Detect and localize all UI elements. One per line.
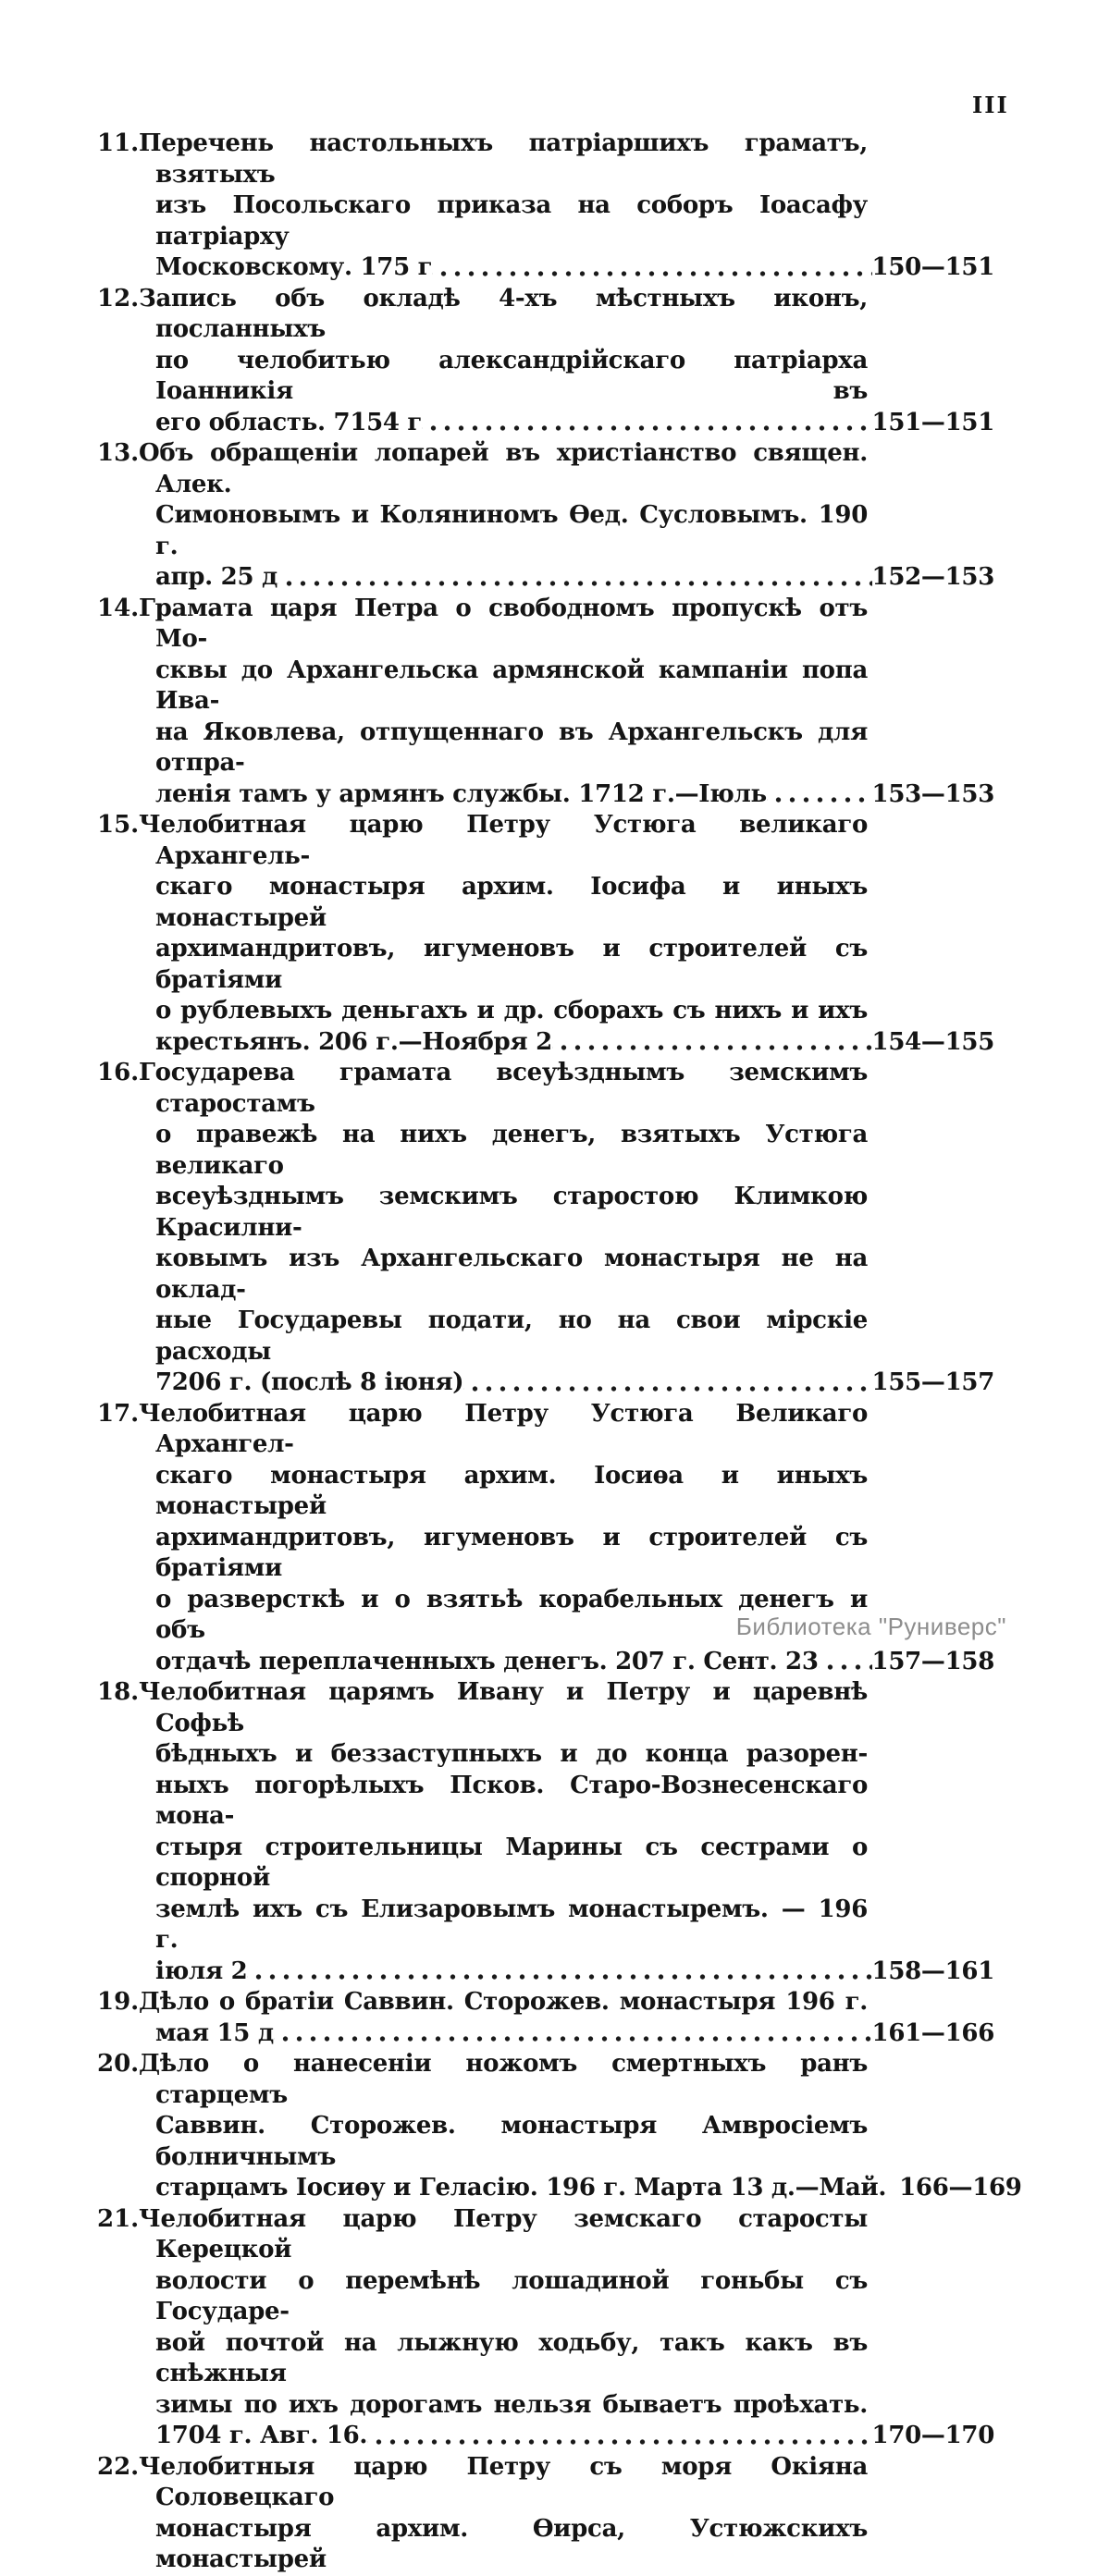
item-number: 16. xyxy=(97,1059,140,1086)
library-watermark: Библиотека "Руниверс" xyxy=(735,1613,1006,1640)
dot-leader xyxy=(767,779,872,811)
item-line: скаго монастыря архим. Іосиѳа и иныхъ монастырей xyxy=(155,1461,868,1520)
item-line: Объ обращеніи лопарей въ христіанство священ. Алек. xyxy=(139,439,868,498)
item-last-line xyxy=(155,2018,994,2050)
item-number: 18. xyxy=(97,1678,140,1706)
page-range: 152—153 xyxy=(871,563,994,591)
item-line: ленія тамъ у армянъ службы. 1712 г.—Іюль xyxy=(155,779,767,808)
page-range: 158—161 xyxy=(871,1957,994,1985)
page-range: 153—153 xyxy=(871,779,994,808)
item-line: Перечень настольныхъ патріаршихъ граматъ, взятыхъ xyxy=(139,129,868,189)
item-line: о правежѣ на нихъ денегъ, взятыхъ Устюга великаго xyxy=(155,1121,868,1180)
item-number: 14. xyxy=(97,594,140,622)
item-line: Запись объ окладѣ 4-хъ мѣстныхъ иконъ, посланныхъ xyxy=(139,284,868,343)
item-last-line xyxy=(155,2173,1022,2204)
item-last-line xyxy=(155,562,994,594)
page-range: 166—169 xyxy=(899,2174,1022,2202)
item-line: о рублевыхъ деньгахъ и др. сборахъ съ нихъ и ихъ xyxy=(155,997,868,1024)
item-line: Челобитная царю Петру Устюга Великаго Архангел- xyxy=(139,1399,868,1458)
item-line: вой почтой на лыжную ходьбу, такъ какъ въ снѣжныя xyxy=(155,2328,868,2387)
item-line: Челобитная царямъ Ивану и Петру и царевнѣ Софьѣ xyxy=(139,1678,868,1737)
page-range: 155—157 xyxy=(871,1368,994,1396)
page-range: 151—151 xyxy=(871,408,994,436)
item-line: Московскому. 175 г xyxy=(155,253,433,281)
item-line: Челобитная царю Петру Устюга великаго Архангель- xyxy=(139,811,868,870)
dot-leader xyxy=(432,252,871,284)
item-line: ковымъ изъ Архангельскаго монастыря не на оклад- xyxy=(155,1245,868,1304)
item-line: монастыря архим. Ѳирса, Устюжскихъ монастырей xyxy=(155,2514,868,2573)
item-line: 7206 г. (послѣ 8 іюня) xyxy=(155,1368,464,1396)
dot-leader xyxy=(552,1027,872,1059)
item-line: скаго монастыря архим. Іосифа и иныхъ монастырей xyxy=(155,873,868,932)
page-range: 154—155 xyxy=(871,1027,994,1056)
item-last-line xyxy=(155,1027,994,1059)
toc-item xyxy=(97,2204,994,2452)
item-line: апр. 25 д xyxy=(155,563,278,591)
toc-item xyxy=(97,1058,994,1399)
item-line: Челобитная царю Петру земскаго старосты Керецкой xyxy=(139,2204,868,2263)
item-line: отдачѣ переплаченныхъ денегъ. 207 г. Сент. 23 xyxy=(155,1647,819,1675)
dot-leader xyxy=(274,2018,872,2050)
toc-item xyxy=(97,594,994,811)
item-line: по челобитью александрійскаго патріарха Іоанникія въ xyxy=(155,346,868,405)
dot-leader xyxy=(422,408,871,439)
toc-item xyxy=(97,284,994,439)
toc-item xyxy=(97,129,994,284)
page-range: 157—158 xyxy=(871,1647,994,1675)
item-line: стыря строительницы Марины съ сестрами о спорной xyxy=(155,1833,868,1892)
item-number: 20. xyxy=(97,2050,140,2078)
item-number: 19. xyxy=(97,1988,140,2016)
item-line: зимы по ихъ дорогамъ нельзя бываетъ проѣхать. xyxy=(155,2390,868,2419)
page-number: III xyxy=(972,92,1009,118)
item-line: іюля 2 xyxy=(155,1957,248,1985)
item-line: Грамата царя Петра о свободномъ пропускѣ отъ Мо- xyxy=(139,594,868,653)
dot-leader xyxy=(367,2421,871,2452)
item-number: 22. xyxy=(97,2452,140,2481)
toc-item xyxy=(97,2452,994,2576)
item-line: Государева грамата всеуѣзднымъ земскимъ старостамъ xyxy=(139,1059,868,1118)
item-line: Симоновымъ и Коляниномъ Ѳед. Сусловымъ. 190 г. xyxy=(155,501,868,560)
toc-item xyxy=(97,2049,1022,2204)
item-line: Дѣло о нанесеніи ножомъ смертныхъ ранъ старцемъ xyxy=(139,2050,868,2109)
dot-leader xyxy=(463,1368,871,1399)
dot-leader xyxy=(886,2173,899,2204)
item-line: бѣдныхъ и беззаступныхъ и до конца разорен- xyxy=(155,1740,868,1768)
item-number: 12. xyxy=(97,284,140,313)
item-line: архимандритовъ, игуменовъ и строителей съ братіями xyxy=(155,935,868,994)
item-number: 15. xyxy=(97,811,140,839)
item-number: 11. xyxy=(97,129,140,157)
item-number: 17. xyxy=(97,1399,140,1428)
item-line: изъ Посольскаго приказа на соборъ Іоасафу патріарху xyxy=(155,191,868,251)
item-line: ныхъ погорѣлыхъ Псков. Старо-Вознесенскаго мона- xyxy=(155,1771,868,1830)
item-line: Саввин. Сторожев. монастыря Амвросіемъ болничнымъ xyxy=(155,2112,868,2171)
toc-list xyxy=(97,129,1022,2576)
item-line: 1704 г. Авг. 16. xyxy=(155,2422,368,2449)
item-last-line xyxy=(155,408,994,439)
item-number: 13. xyxy=(97,439,140,467)
item-last-line xyxy=(155,1957,994,1988)
item-line: о разверсткѣ и о взятьѣ корабельных денегъ и объ xyxy=(155,1585,868,1644)
toc-item xyxy=(97,810,994,1058)
item-line: на Яковлева, отпущеннаго въ Архангельскъ для отпра- xyxy=(155,718,868,777)
item-line: сквы до Архангельска армянской кампаніи попа Ива- xyxy=(155,656,868,715)
item-line: волости о перемѣнѣ лошадиной гоньбы съ Государе- xyxy=(155,2266,868,2325)
dot-leader xyxy=(819,1647,872,1678)
item-number: 21. xyxy=(97,2204,140,2233)
page-range: 161—166 xyxy=(871,2018,994,2047)
toc-item xyxy=(97,1987,994,2049)
item-line: ные Государевы подати, но на свои мірскіе расходы xyxy=(155,1306,868,1366)
item-last-line xyxy=(155,1368,994,1399)
toc-item xyxy=(97,438,994,594)
item-last-line xyxy=(155,1647,994,1678)
item-last-line xyxy=(155,779,994,811)
item-line: архимандритовъ, игуменовъ и строителей съ братіями xyxy=(155,1523,868,1582)
item-line: мая 15 д xyxy=(155,2018,274,2047)
item-line: Челобитныя царю Петру съ моря Окіяна Соловецкаго xyxy=(139,2452,868,2511)
item-line: его область. 7154 г xyxy=(155,408,423,436)
toc-item xyxy=(97,1677,994,1987)
page-range: 170—170 xyxy=(871,2422,994,2449)
item-line: старцамъ Іосиѳу и Геласію. 196 г. Марта 13 д.—Май. xyxy=(155,2174,887,2202)
item-last-line xyxy=(155,2421,994,2452)
item-line: крестьянъ. 206 г.—Ноября 2 xyxy=(155,1027,552,1056)
item-line: всеуѣзднымъ земскимъ старостою Климкою Красилни- xyxy=(155,1183,868,1242)
dot-leader xyxy=(247,1957,871,1988)
item-line: землѣ ихъ съ Елизаровымъ монастыремъ. — 196 г. xyxy=(155,1895,868,1954)
item-last-line xyxy=(155,252,994,284)
dot-leader xyxy=(278,562,872,594)
page-range: 150—151 xyxy=(871,253,994,281)
item-line: Дѣло о братіи Саввин. Сторожев. монастыря 196 г. xyxy=(139,1988,868,2016)
